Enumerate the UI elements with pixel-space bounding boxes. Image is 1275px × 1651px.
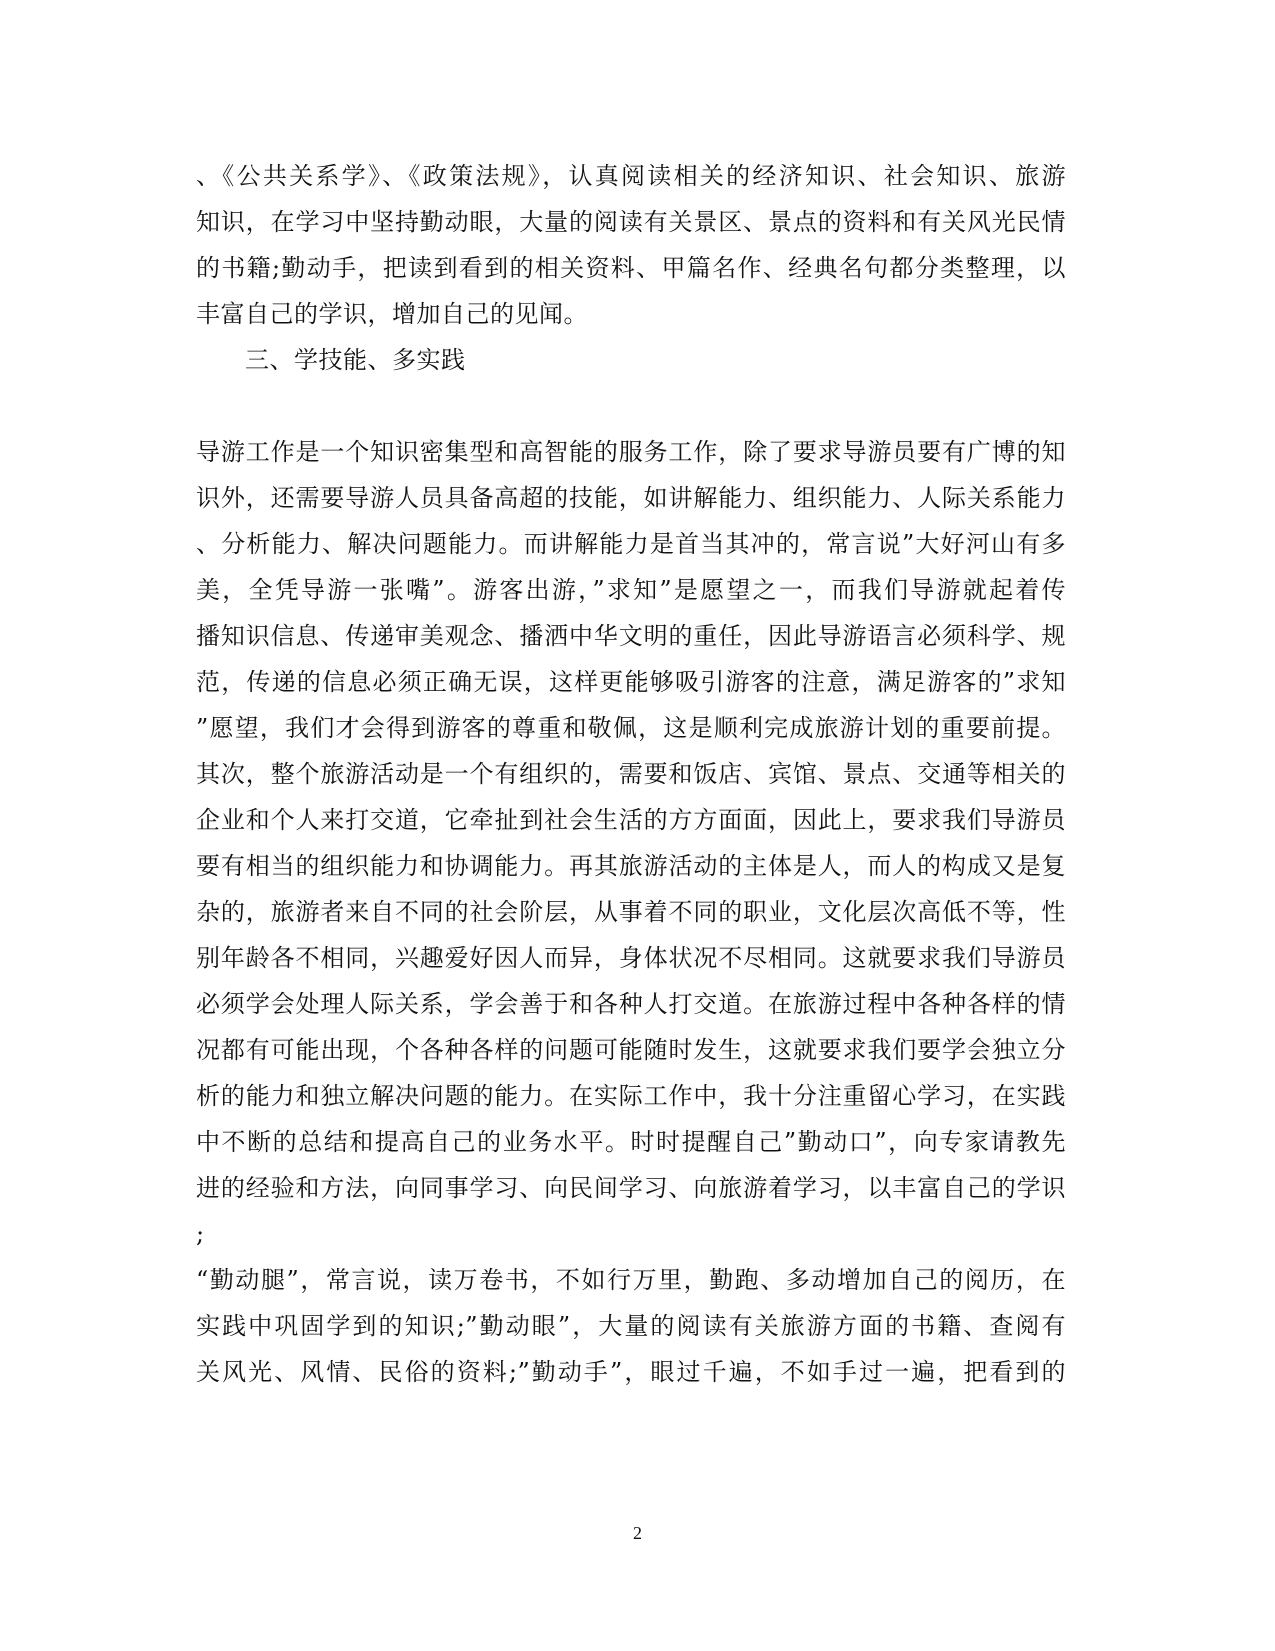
paragraph-line: 、分析能力、解决问题能力。而讲解能力是首当其冲的，常言说”大好河山有多 <box>196 530 1066 558</box>
paragraph-line: 企业和个人来打交道，它牵扯到社会生活的方方面面，因此上，要求我们导游员 <box>196 806 1066 834</box>
paragraph-line: 实践中巩固学到的知识;”勤动眼”，大量的阅读有关旅游方面的书籍、查阅有 <box>196 1312 1066 1340</box>
paragraph-line: ”愿望，我们才会得到游客的尊重和敬佩，这是顺利完成旅游计划的重要前提。 <box>196 714 1066 742</box>
paragraph-line: 范，传递的信息必须正确无误，这样更能够吸引游客的注意，满足游客的”求知 <box>196 668 1066 696</box>
paragraph-line: “勤动腿”，常言说，读万卷书，不如行万里，勤跑、多动增加自己的阅历，在 <box>196 1266 1066 1294</box>
page-number: 2 <box>633 1523 642 1543</box>
paragraph-line: 美，全凭导游一张嘴”。游客出游，”求知”是愿望之一，而我们导游就起着传 <box>196 576 1066 604</box>
paragraph-line: ; <box>196 1220 205 1248</box>
paragraph-line: 中不断的总结和提高自己的业务水平。时时提醒自己”勤动口”，向专家请教先 <box>196 1128 1066 1156</box>
paragraph-line: 识外，还需要导游人员具备高超的技能，如讲解能力、组织能力、人际关系能力 <box>196 484 1066 512</box>
paragraph-line: 进的经验和方法，向同事学习、向民间学习、向旅游着学习，以丰富自己的学识 <box>196 1174 1066 1202</box>
paragraph-line: 知识，在学习中坚持勤动眼，大量的阅读有关景区、景点的资料和有关风光民情 <box>196 208 1066 236</box>
paragraph-line: 要有相当的组织能力和协调能力。再其旅游活动的主体是人，而人的构成又是复 <box>196 852 1066 880</box>
paragraph-line: 况都有可能出现，个各种各样的问题可能随时发生，这就要求我们要学会独立分 <box>196 1036 1066 1064</box>
paragraph-line: 别年龄各不相同，兴趣爱好因人而异，身体状况不尽相同。这就要求我们导游员 <box>196 944 1066 972</box>
paragraph-line: 的书籍;勤动手，把读到看到的相关资料、甲篇名作、经典名句都分类整理，以 <box>196 254 1066 282</box>
section-heading: 三、学技能、多实践 <box>245 346 466 374</box>
paragraph-line: 、《公共关系学》、《政策法规》，认真阅读相关的经济知识、社会知识、旅游 <box>196 162 1066 190</box>
paragraph-line: 必须学会处理人际关系，学会善于和各种人打交道。在旅游过程中各种各样的情 <box>196 990 1066 1018</box>
paragraph-line: 析的能力和独立解决问题的能力。在实际工作中，我十分注重留心学习，在实践 <box>196 1082 1066 1110</box>
paragraph-line: 其次，整个旅游活动是一个有组织的，需要和饭店、宾馆、景点、交通等相关的 <box>196 760 1066 788</box>
paragraph-line: 导游工作是一个知识密集型和高智能的服务工作，除了要求导游员要有广博的知 <box>196 438 1066 466</box>
paragraph-line: 杂的，旅游者来自不同的社会阶层，从事着不同的职业，文化层次高低不等，性 <box>196 898 1066 926</box>
paragraph-line: 关风光、风情、民俗的资料;”勤动手”，眼过千遍，不如手过一遍，把看到的 <box>196 1358 1066 1386</box>
paragraph-line: 播知识信息、传递审美观念、播洒中华文明的重任，因此导游语言必须科学、规 <box>196 622 1066 650</box>
paragraph-line: 丰富自己的学识，增加自己的见闻。 <box>196 300 588 328</box>
